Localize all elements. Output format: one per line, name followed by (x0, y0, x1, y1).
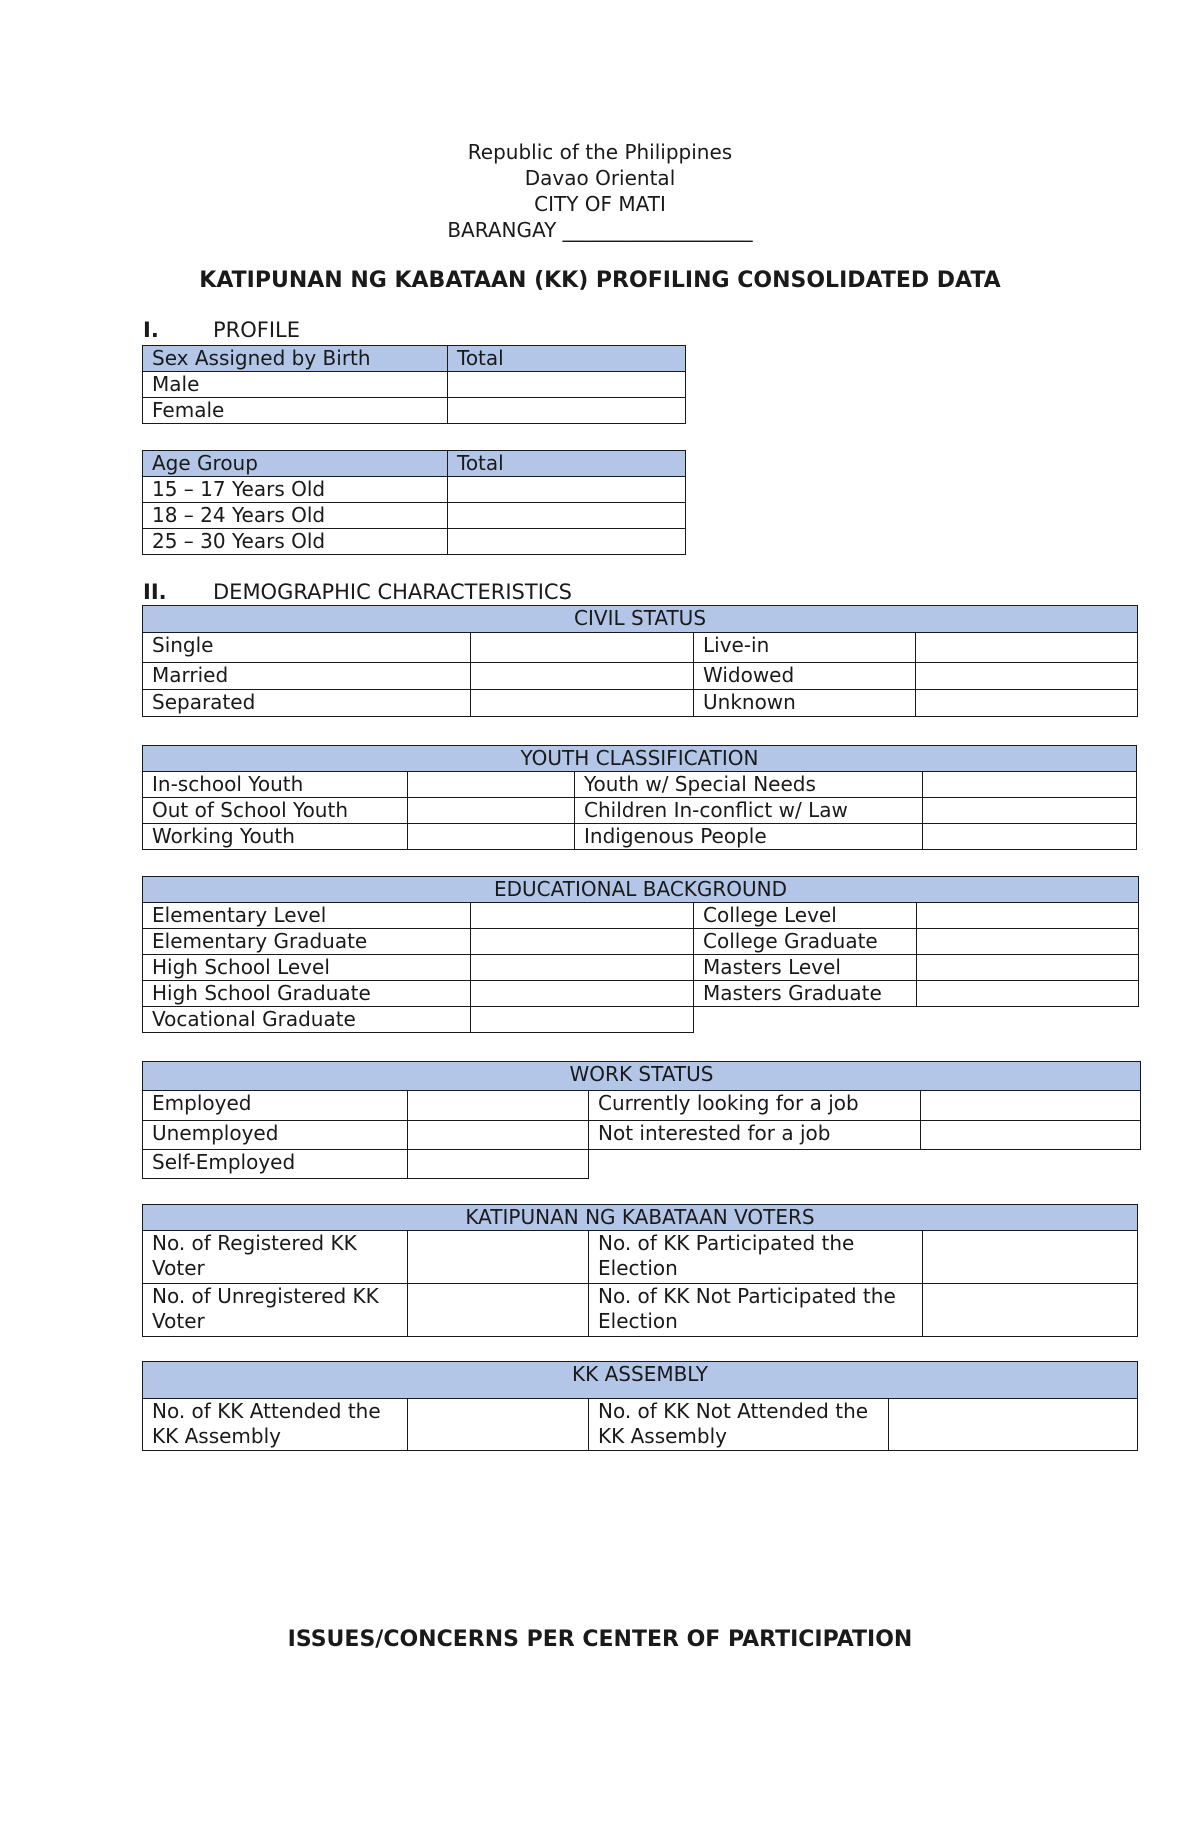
sex-total-field[interactable] (448, 372, 686, 398)
educational-background-title: EDUCATIONAL BACKGROUND (143, 877, 1139, 903)
kk-voters-label: No. of KK Not Participated the Election (589, 1284, 923, 1337)
civil-status-label: Separated (143, 690, 471, 717)
age-total-field[interactable] (448, 477, 686, 503)
education-value-field[interactable] (471, 903, 694, 929)
empty-cell (694, 1007, 1139, 1033)
civil-status-value-field[interactable] (916, 633, 1138, 663)
education-label: College Graduate (694, 929, 917, 955)
civil-status-table (142, 605, 1138, 717)
civil-status-value-field[interactable] (471, 633, 694, 663)
education-value-field[interactable] (471, 981, 694, 1007)
education-value-field[interactable] (471, 955, 694, 981)
civil-status-label: Single (143, 633, 471, 663)
work-status-value-field[interactable] (408, 1121, 589, 1150)
work-status-value-field[interactable] (921, 1091, 1141, 1121)
sex-row-label: Male (143, 372, 448, 398)
work-status-label: Self-Employed (143, 1150, 408, 1179)
education-label: High School Graduate (143, 981, 471, 1007)
kk-voters-table (142, 1204, 1138, 1337)
work-status-value-field[interactable] (921, 1121, 1141, 1150)
civil-status-label: Married (143, 663, 471, 690)
youth-classification-value-field[interactable] (408, 798, 575, 824)
section-label: PROFILE (213, 318, 301, 342)
age-row-label: 18 – 24 Years Old (143, 503, 448, 529)
education-label: High School Level (143, 955, 471, 981)
work-status-label: Currently looking for a job (589, 1091, 921, 1121)
section-label: DEMOGRAPHIC CHARACTERISTICS (213, 580, 572, 604)
sex-total-field[interactable] (448, 398, 686, 424)
work-status-value-field[interactable] (408, 1150, 589, 1179)
kk-voters-label: No. of Unregistered KK Voter (143, 1284, 408, 1337)
kk-assembly-value-field[interactable] (408, 1399, 589, 1451)
section-profile-heading (143, 318, 300, 342)
education-label: Elementary Graduate (143, 929, 471, 955)
header-province: Davao Oriental (524, 166, 676, 190)
age-row-label: 25 – 30 Years Old (143, 529, 448, 555)
civil-status-value-field[interactable] (471, 663, 694, 690)
youth-classification-value-field[interactable] (923, 824, 1137, 850)
work-status-label: Unemployed (143, 1121, 408, 1150)
age-table (142, 450, 686, 555)
work-status-table (142, 1061, 1141, 1179)
education-value-field[interactable] (917, 903, 1139, 929)
section-number: II. (143, 580, 167, 604)
civil-status-value-field[interactable] (916, 690, 1138, 717)
youth-classification-value-field[interactable] (408, 824, 575, 850)
education-label: Vocational Graduate (143, 1007, 471, 1033)
youth-classification-table (142, 745, 1137, 850)
kk-assembly-label: No. of KK Attended the KK Assembly (143, 1399, 408, 1451)
youth-classification-title: YOUTH CLASSIFICATION (143, 746, 1137, 772)
civil-status-title: CIVIL STATUS (143, 606, 1138, 633)
youth-classification-value-field[interactable] (923, 772, 1137, 798)
section-number: I. (143, 318, 159, 342)
education-label: Masters Graduate (694, 981, 917, 1007)
education-value-field[interactable] (917, 981, 1139, 1007)
youth-classification-label: Working Youth (143, 824, 408, 850)
kk-voters-label: No. of Registered KK Voter (143, 1231, 408, 1284)
kk-assembly-title: KK ASSEMBLY (143, 1362, 1138, 1399)
sex-row-label: Female (143, 398, 448, 424)
kk-assembly-table (142, 1361, 1138, 1451)
education-label: Masters Level (694, 955, 917, 981)
education-value-field[interactable] (917, 929, 1139, 955)
youth-classification-label: Children In-conflict w/ Law (575, 798, 923, 824)
kk-voters-value-field[interactable] (923, 1231, 1138, 1284)
education-label: College Level (694, 903, 917, 929)
work-status-label: Not interested for a job (589, 1121, 921, 1150)
sex-table-header-category: Sex Assigned by Birth (143, 346, 448, 372)
kk-voters-value-field[interactable] (408, 1231, 589, 1284)
civil-status-label: Live-in (694, 633, 916, 663)
age-table-header-total: Total (448, 451, 686, 477)
civil-status-label: Unknown (694, 690, 916, 717)
work-status-title: WORK STATUS (143, 1062, 1141, 1091)
youth-classification-label: Indigenous People (575, 824, 923, 850)
kk-voters-label: No. of KK Participated the Election (589, 1231, 923, 1284)
education-value-field[interactable] (471, 929, 694, 955)
civil-status-value-field[interactable] (916, 663, 1138, 690)
kk-voters-title: KATIPUNAN NG KABATAAN VOTERS (143, 1205, 1138, 1231)
education-value-field[interactable] (471, 1007, 694, 1033)
youth-classification-label: Out of School Youth (143, 798, 408, 824)
section-demographic-heading (143, 580, 572, 604)
kk-voters-value-field[interactable] (408, 1284, 589, 1337)
document-title: KATIPUNAN NG KABATAAN (KK) PROFILING CONSOLIDATED DATA (199, 268, 1001, 293)
age-row-label: 15 – 17 Years Old (143, 477, 448, 503)
kk-voters-value-field[interactable] (923, 1284, 1138, 1337)
education-value-field[interactable] (917, 955, 1139, 981)
youth-classification-value-field[interactable] (923, 798, 1137, 824)
header-city: CITY OF MATI (534, 192, 666, 216)
civil-status-label: Widowed (694, 663, 916, 690)
kk-assembly-label: No. of KK Not Attended the KK Assembly (589, 1399, 889, 1451)
age-total-field[interactable] (448, 529, 686, 555)
age-table-header-category: Age Group (143, 451, 448, 477)
education-label: Elementary Level (143, 903, 471, 929)
sex-table (142, 345, 686, 424)
youth-classification-label: In-school Youth (143, 772, 408, 798)
header-barangay: BARANGAY ___________________ (447, 218, 753, 242)
kk-assembly-value-field[interactable] (889, 1399, 1138, 1451)
empty-cell (589, 1150, 1141, 1179)
work-status-value-field[interactable] (408, 1091, 589, 1121)
sex-table-header-total: Total (448, 346, 686, 372)
age-total-field[interactable] (448, 503, 686, 529)
civil-status-value-field[interactable] (471, 690, 694, 717)
header-republic: Republic of the Philippines (467, 140, 733, 164)
youth-classification-label: Youth w/ Special Needs (575, 772, 923, 798)
youth-classification-value-field[interactable] (408, 772, 575, 798)
work-status-label: Employed (143, 1091, 408, 1121)
educational-background-table (142, 876, 1139, 1033)
issues-concerns-title: ISSUES/CONCERNS PER CENTER OF PARTICIPATION (287, 1627, 913, 1652)
